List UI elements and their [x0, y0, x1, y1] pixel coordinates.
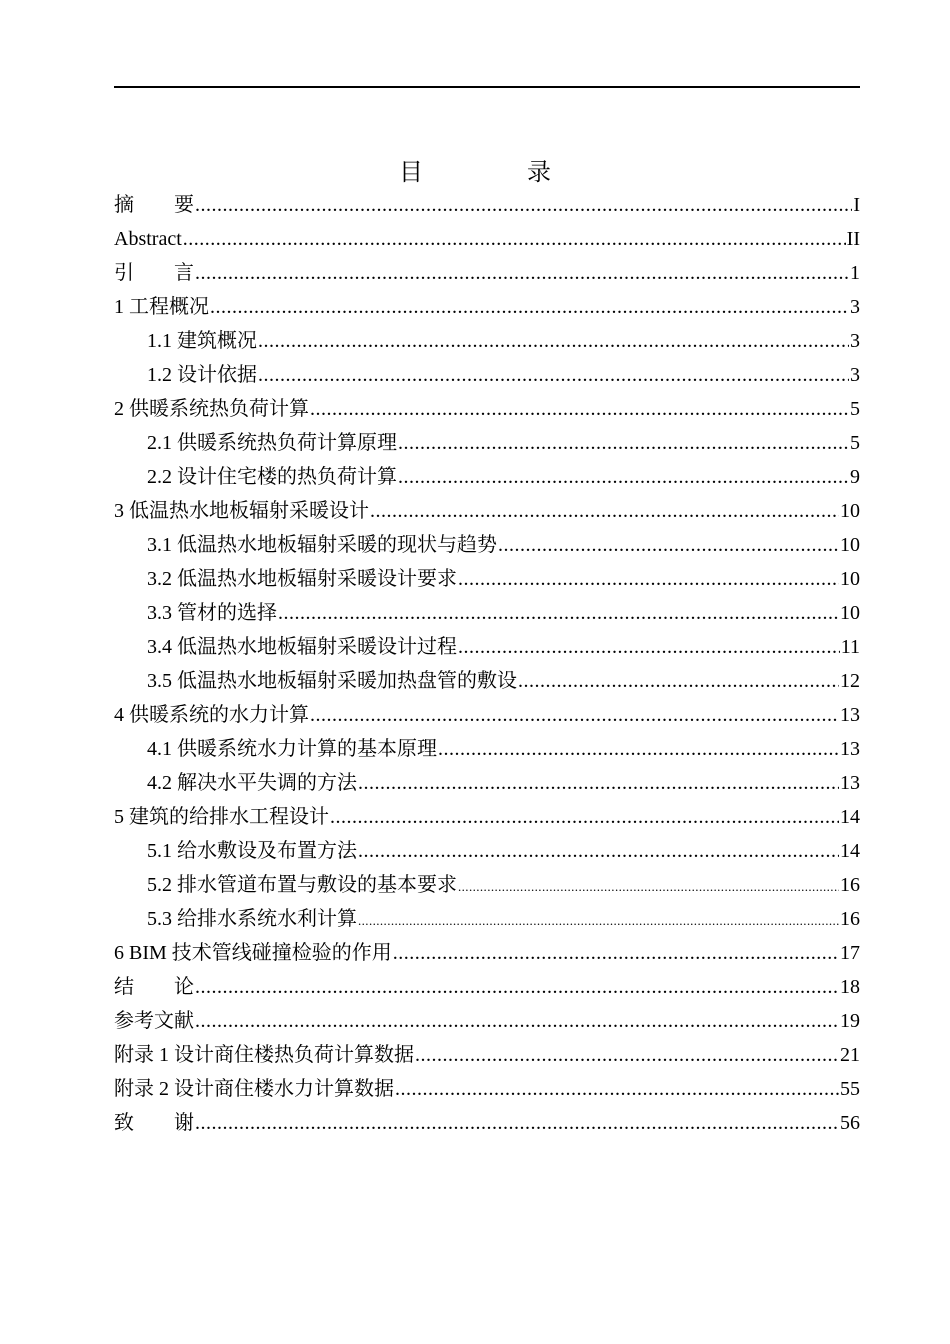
toc-entry-label: 5.1 给水敷设及布置方法	[147, 840, 357, 862]
toc-entry-label: 附录 1 设计商住楼热负荷计算数据	[114, 1044, 414, 1066]
toc-dot-leader	[310, 698, 839, 732]
toc-dot-leader	[258, 358, 849, 392]
toc-page-number: 10	[840, 534, 860, 556]
toc-entry[interactable]	[114, 970, 860, 1004]
toc-title: 目 录	[399, 158, 591, 186]
toc-entry[interactable]	[114, 596, 860, 630]
toc-dot-leader	[195, 1106, 839, 1140]
toc-dot-leader	[458, 868, 839, 902]
toc-entry[interactable]	[114, 868, 860, 902]
toc-page-number: 3	[850, 296, 860, 318]
toc-dot-leader	[258, 324, 849, 358]
toc-page-number: 14	[840, 806, 860, 828]
toc-dot-leader	[358, 766, 839, 800]
toc-entry-label: 3 低温热水地板辐射采暖设计	[114, 500, 369, 522]
toc-dot-leader	[195, 188, 852, 222]
toc-dot-leader	[358, 902, 839, 936]
toc-entry[interactable]	[114, 630, 860, 664]
toc-dot-leader	[393, 936, 839, 970]
toc-page-number: 10	[840, 500, 860, 522]
toc-entry-label: 致 谢	[114, 1112, 194, 1134]
toc-entry[interactable]	[114, 834, 860, 868]
toc-entry[interactable]	[114, 1004, 860, 1038]
toc-entry-label: 3.4 低温热水地板辐射采暖设计过程	[147, 636, 457, 658]
toc-dot-leader	[195, 970, 839, 1004]
toc-entry[interactable]	[114, 188, 860, 222]
toc-dot-leader	[518, 664, 839, 698]
toc-page-number: 10	[840, 602, 860, 624]
toc-dot-leader	[395, 1072, 839, 1106]
toc-page-number: 3	[850, 330, 860, 352]
toc-entry[interactable]	[114, 732, 860, 766]
toc-page-number: 16	[840, 908, 860, 930]
toc-entry[interactable]	[114, 562, 860, 596]
toc-entry-label: Abstract	[114, 228, 182, 250]
toc-entry[interactable]	[114, 324, 860, 358]
toc-dot-leader	[210, 290, 849, 324]
toc-entry-label: 3.3 管材的选择	[147, 602, 277, 624]
toc-entry[interactable]	[114, 358, 860, 392]
toc-dot-leader	[370, 494, 839, 528]
toc-page-number: 12	[840, 670, 860, 692]
toc-dot-leader	[458, 562, 839, 596]
toc-entry-label: 5.2 排水管道布置与敷设的基本要求	[147, 874, 457, 896]
table-of-contents	[114, 188, 860, 1140]
toc-page-number: 3	[850, 364, 860, 386]
toc-entry[interactable]	[114, 460, 860, 494]
toc-entry[interactable]	[114, 494, 860, 528]
toc-entry[interactable]	[114, 256, 860, 290]
toc-dot-leader	[183, 222, 846, 256]
toc-page-number: 17	[840, 942, 860, 964]
toc-entry[interactable]	[114, 1038, 860, 1072]
toc-dot-leader	[398, 460, 849, 494]
toc-entry-label: 摘 要	[114, 194, 194, 216]
toc-page-number: 13	[840, 772, 860, 794]
toc-dot-leader	[358, 834, 839, 868]
toc-dot-leader	[398, 426, 849, 460]
toc-entry[interactable]	[114, 664, 860, 698]
toc-entry-label: 1.1 建筑概况	[147, 330, 257, 352]
toc-dot-leader	[438, 732, 839, 766]
toc-entry[interactable]	[114, 222, 860, 256]
toc-entry-label: 引 言	[114, 262, 194, 284]
toc-entry[interactable]	[114, 698, 860, 732]
toc-dot-leader	[195, 1004, 839, 1038]
toc-entry-label: 6 BIM 技术管线碰撞检验的作用	[114, 942, 392, 964]
toc-entry[interactable]	[114, 902, 860, 936]
toc-dot-leader	[498, 528, 839, 562]
toc-entry-label: 3.1 低温热水地板辐射采暖的现状与趋势	[147, 534, 497, 556]
toc-entry[interactable]	[114, 528, 860, 562]
toc-dot-leader	[415, 1038, 839, 1072]
toc-page-number: 13	[840, 738, 860, 760]
toc-entry[interactable]	[114, 1106, 860, 1140]
toc-page-number: I	[853, 194, 860, 216]
toc-entry-label: 4 供暖系统的水力计算	[114, 704, 309, 726]
toc-page-number: 1	[850, 262, 860, 284]
toc-entry-label: 2.2 设计住宅楼的热负荷计算	[147, 466, 397, 488]
toc-page-number: 11	[840, 636, 860, 658]
toc-entry-label: 2 供暖系统热负荷计算	[114, 398, 309, 420]
toc-page-number: 9	[850, 466, 860, 488]
toc-entry[interactable]	[114, 426, 860, 460]
toc-page-number: 19	[840, 1010, 860, 1032]
toc-page-number: 5	[850, 432, 860, 454]
toc-dot-leader	[278, 596, 839, 630]
toc-page-number: 55	[840, 1078, 860, 1100]
toc-entry[interactable]	[114, 766, 860, 800]
toc-entry-label: 3.2 低温热水地板辐射采暖设计要求	[147, 568, 457, 590]
toc-entry[interactable]	[114, 800, 860, 834]
toc-page-number: 10	[840, 568, 860, 590]
toc-page-number: 5	[850, 398, 860, 420]
toc-entry[interactable]	[114, 936, 860, 970]
toc-page-number: 16	[840, 874, 860, 896]
toc-entry-label: 参考文献	[114, 1010, 194, 1032]
toc-entry-label: 2.1 供暖系统热负荷计算原理	[147, 432, 397, 454]
toc-entry-label: 1.2 设计依据	[147, 364, 257, 386]
toc-page-number: 56	[840, 1112, 860, 1134]
toc-entry[interactable]	[114, 1072, 860, 1106]
toc-entry-label: 1 工程概况	[114, 296, 209, 318]
toc-entry-label: 5 建筑的给排水工程设计	[114, 806, 329, 828]
toc-entry-label: 4.1 供暖系统水力计算的基本原理	[147, 738, 437, 760]
toc-entry-label: 附录 2 设计商住楼水力计算数据	[114, 1078, 394, 1100]
toc-dot-leader	[310, 392, 849, 426]
toc-dot-leader	[458, 630, 840, 664]
toc-entry[interactable]	[114, 290, 860, 324]
toc-entry-label: 4.2 解决水平失调的方法	[147, 772, 357, 794]
toc-page-number: 14	[840, 840, 860, 862]
toc-page-number: 13	[840, 704, 860, 726]
toc-dot-leader	[330, 800, 839, 834]
toc-entry-label: 5.3 给排水系统水利计算	[147, 908, 357, 930]
toc-dot-leader	[195, 256, 849, 290]
toc-entry-label: 3.5 低温热水地板辐射采暖加热盘管的敷设	[147, 670, 517, 692]
toc-page-number: 21	[840, 1044, 860, 1066]
toc-entry-label: 结 论	[114, 976, 194, 998]
header-rule	[114, 86, 860, 88]
toc-entry[interactable]	[114, 392, 860, 426]
toc-page-number: II	[846, 228, 860, 250]
toc-page-number: 18	[840, 976, 860, 998]
